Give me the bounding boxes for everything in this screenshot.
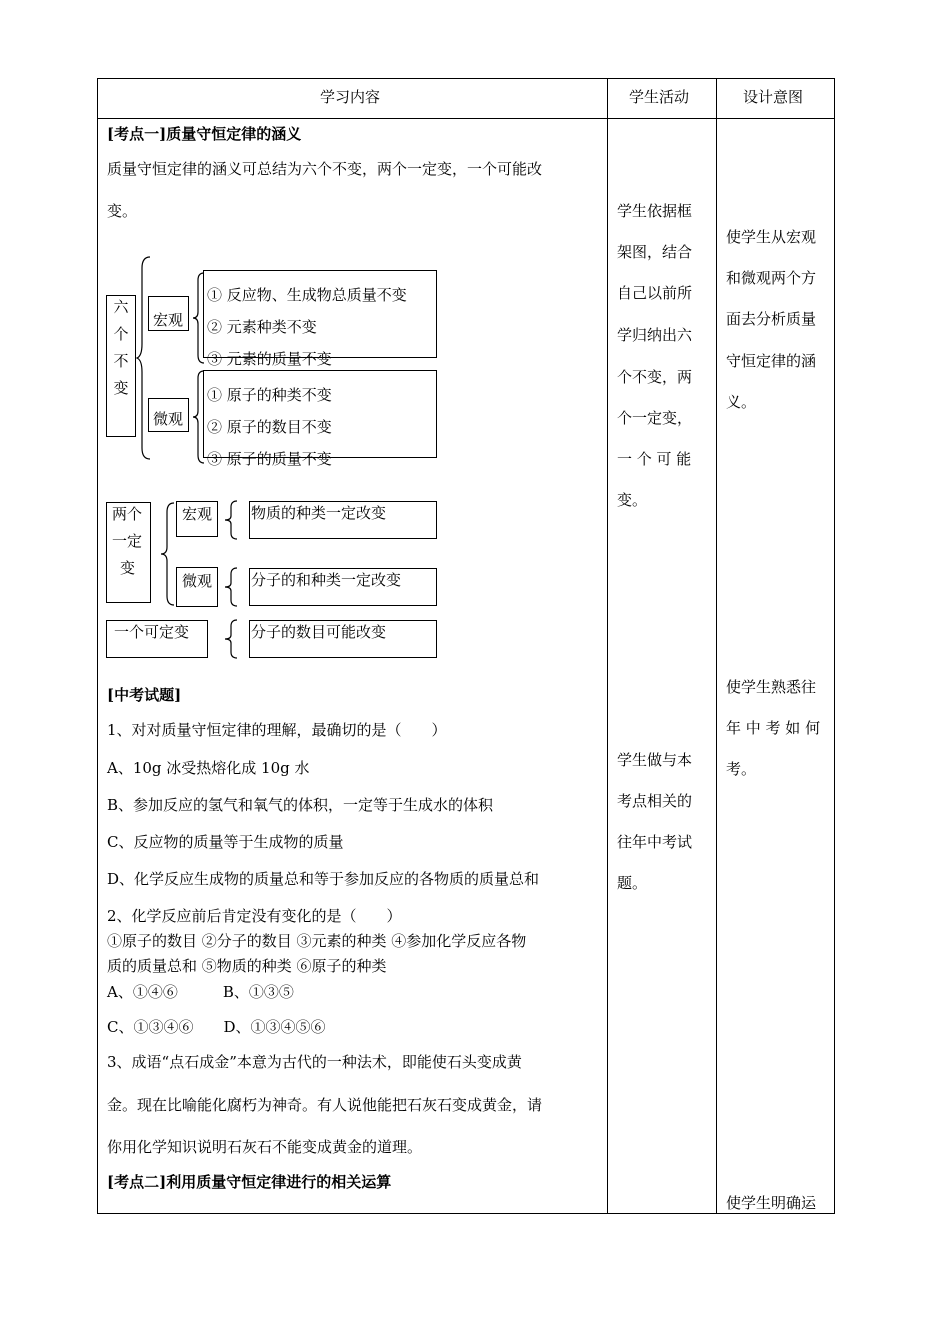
- column-divider-2: [716, 78, 717, 1214]
- question-2-options-cd: C、①③④⑥ D、①③④⑤⑥: [107, 1018, 326, 1036]
- table-top-border: [97, 78, 835, 79]
- intent-1-line5: 义。: [726, 393, 757, 411]
- two-micro-item: 分子的和种类一定改变: [251, 571, 402, 589]
- intent-3-line1: 使学生明确运: [726, 1194, 817, 1212]
- brace-micro-2: [224, 567, 240, 607]
- micro-item-3: ③ 原子的质量不变: [207, 450, 332, 468]
- one-change-label: 一个可定变: [114, 623, 190, 641]
- question-2-options-ab: A、①④⑥ B、①③⑤: [107, 983, 294, 1001]
- activity-2-line4: 题。: [617, 874, 648, 892]
- six-unchanged-char-3: 不: [113, 352, 129, 370]
- brace-one: [224, 619, 240, 659]
- table-right-border: [834, 78, 835, 1214]
- activity-1-line5: 个不变，两: [617, 368, 693, 386]
- intent-1-line3: 面去分析质量: [726, 310, 817, 328]
- activity-1-line8: 变。: [617, 491, 648, 509]
- section1-intro-line1: 质量守恒定律的涵义可总结为六个不变，两个一定变，一个可能改: [107, 160, 543, 178]
- question-2: 2、化学反应前后肯定没有变化的是（ ）: [107, 907, 402, 925]
- one-item: 分子的数目可能改变: [251, 623, 387, 641]
- table-bottom-border: [97, 1213, 835, 1214]
- intent-2-line1: 使学生熟悉往: [726, 678, 817, 696]
- micro-label-2: 微观: [182, 572, 213, 590]
- six-unchanged-char-1: 六: [113, 298, 129, 316]
- question-3-line3: 你用化学知识说明石灰石不能变成黄金的道理。: [107, 1138, 423, 1156]
- intent-2-line2: 年 中 考 如 何: [726, 719, 821, 737]
- macro-label-1: 宏观: [153, 311, 184, 329]
- header-activity: 学生活动: [629, 88, 690, 106]
- activity-1-line3: 自己以前所: [617, 284, 693, 302]
- question-1-option-b: B、参加反应的氢气和氧气的体积，一定等于生成水的体积: [107, 796, 494, 814]
- micro-item-1: ① 原子的种类不变: [207, 386, 332, 404]
- six-unchanged-char-4: 变: [113, 379, 129, 397]
- six-unchanged-char-2: 个: [113, 325, 129, 343]
- intent-1-line1: 使学生从宏观: [726, 228, 817, 246]
- macro-label-2: 宏观: [182, 505, 213, 523]
- question-1-option-c: C、反应物的质量等于生成物的质量: [107, 833, 344, 851]
- question-3-line2: 金。现在比喻能化腐朽为神奇。有人说他能把石灰石变成黄金，请: [107, 1096, 543, 1114]
- question-1-option-a: A、10g 冰受热熔化成 10g 水: [107, 759, 310, 777]
- question-2-items-line2: 质的质量总和 ⑤物质的种类 ⑥原子的种类: [107, 957, 387, 975]
- activity-2-line3: 往年中考试: [617, 833, 693, 851]
- activity-1-line2: 架图，结合: [617, 243, 693, 261]
- micro-label-1: 微观: [153, 410, 184, 428]
- two-change-line3: 变: [120, 559, 136, 577]
- exam-title: [中考试题]: [107, 686, 182, 704]
- section1-title: [考点一]质量守恒定律的涵义: [107, 125, 302, 143]
- header-intent: 设计意图: [743, 88, 804, 106]
- activity-2-line1: 学生做与本: [617, 751, 693, 769]
- intent-2-line3: 考。: [726, 760, 757, 778]
- macro-item-2: ② 元素种类不变: [207, 318, 317, 336]
- header-content: 学习内容: [320, 88, 381, 106]
- activity-1-line7: 一 个 可 能: [617, 450, 692, 468]
- intent-1-line2: 和微观两个方: [726, 269, 817, 287]
- question-1: 1、对对质量守恒定律的理解，最确切的是（ ）: [107, 721, 447, 739]
- question-3-line1: 3、成语“点石成金”本意为古代的一种法术，即能使石头变成黄: [107, 1053, 522, 1071]
- intent-1-line4: 守恒定律的涵: [726, 352, 817, 370]
- table-left-border: [97, 78, 98, 1214]
- section2-title: [考点二]利用质量守恒定律进行的相关运算: [107, 1173, 392, 1191]
- question-1-option-d: D、化学反应生成物的质量总和等于参加反应的各物质的质量总和: [107, 870, 540, 888]
- activity-1-line1: 学生依据框: [617, 202, 693, 220]
- activity-1-line4: 学归纳出六: [617, 326, 693, 344]
- brace-two: [160, 502, 176, 606]
- activity-1-line6: 个一定变，: [617, 409, 693, 427]
- activity-2-line2: 考点相关的: [617, 792, 693, 810]
- section1-intro-line2: 变。: [107, 202, 138, 220]
- macro-item-3: ③ 元素的质量不变: [207, 350, 332, 368]
- brace-macro-2: [224, 500, 240, 540]
- micro-item-2: ② 原子的数目不变: [207, 418, 332, 436]
- two-macro-item: 物质的种类一定改变: [251, 504, 387, 522]
- question-2-items-line1: ①原子的数目 ②分子的数目 ③元素的种类 ④参加化学反应各物: [107, 932, 527, 950]
- macro-item-1: ① 反应物、生成物总质量不变: [207, 286, 407, 304]
- two-change-line1: 两个: [112, 505, 143, 523]
- header-bottom-border: [97, 118, 835, 119]
- column-divider-1: [607, 78, 608, 1214]
- two-change-line2: 一定: [112, 532, 143, 550]
